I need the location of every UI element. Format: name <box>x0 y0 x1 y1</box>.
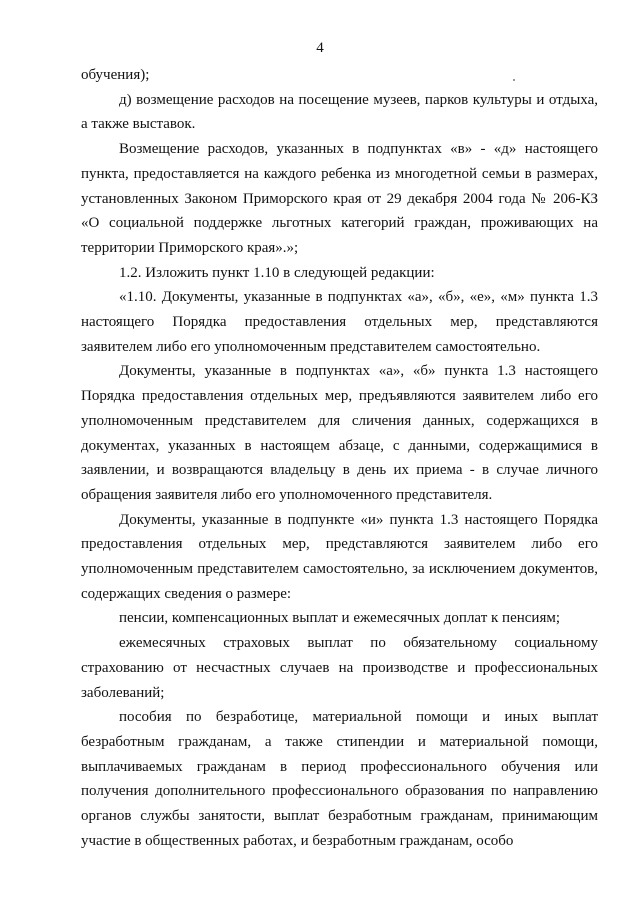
paragraph-8: пенсии, компенсационных выплат и ежемесячных доплат к пенсиям; <box>119 610 561 627</box>
paragraph-2: д) возмещение расходов на посещение музеев, парков культуры и отдыха, а также выставок. <box>81 91 598 133</box>
paragraph-3: Возмещение расходов, указанных в подпунктах «в» - «д» настоящего пункта, предоставляется на каждого ребенка из многодетной семьи в размерах, установленных Законом Приморского края от 29 декабря 2004 года № 206-КЗ «О социальной поддержке льготных категорий граждан, проживающих на территории Приморского края».»; <box>81 141 598 256</box>
paragraph-4: 1.2. Изложить пункт 1.10 в следующей редакции: <box>119 264 435 281</box>
document-body <box>81 63 598 854</box>
page-number: 4 <box>316 40 324 56</box>
paragraph-7: Документы, указанные в подпункте «и» пункта 1.3 настоящего Порядка предоставления отдельных мер, представляются заявителем либо его уполномоченным представителем самостоятельно, за исключением документов, содержащих сведения о размере: <box>81 511 598 602</box>
paragraph-10: пособия по безработице, материальной помощи и иных выплат безработным гражданам, а также стипендии и материальной помощи, выплачиваемых гражданам в период профессионального обучения или получения дополнительного профессионального образования по направлению органов службы занятости, выплат безработным гражданам, принимающим участие в общественных работах, и безработным гражданам, особо <box>81 709 598 849</box>
paragraph-9: ежемесячных страховых выплат по обязательному социальному страхованию от несчастных случаев на производстве и профессиональных заболеваний; <box>81 635 598 701</box>
paragraph-1: обучения); <box>81 67 150 83</box>
paragraph-5: «1.10. Документы, указанные в подпунктах «а», «б», «е», «м» пункта 1.3 настоящего Порядка предоставления отдельных мер, представляются заявителем либо его уполномоченным представителем самостоятельно. <box>81 289 598 355</box>
paragraph-6: Документы, указанные в подпунктах «а», «б» пункта 1.3 настоящего Порядка предоставления отдельных мер, предъявляются заявителем либо его уполномоченным представителем для сличения данных, содержащихся в документах, указанных в настоящем абзаце, с данными, содержащимися в заявлении, и возвращаются владельцу в день их приема - в случае личного обращения заявителя либо его уполномоченного представителя. <box>81 363 598 503</box>
